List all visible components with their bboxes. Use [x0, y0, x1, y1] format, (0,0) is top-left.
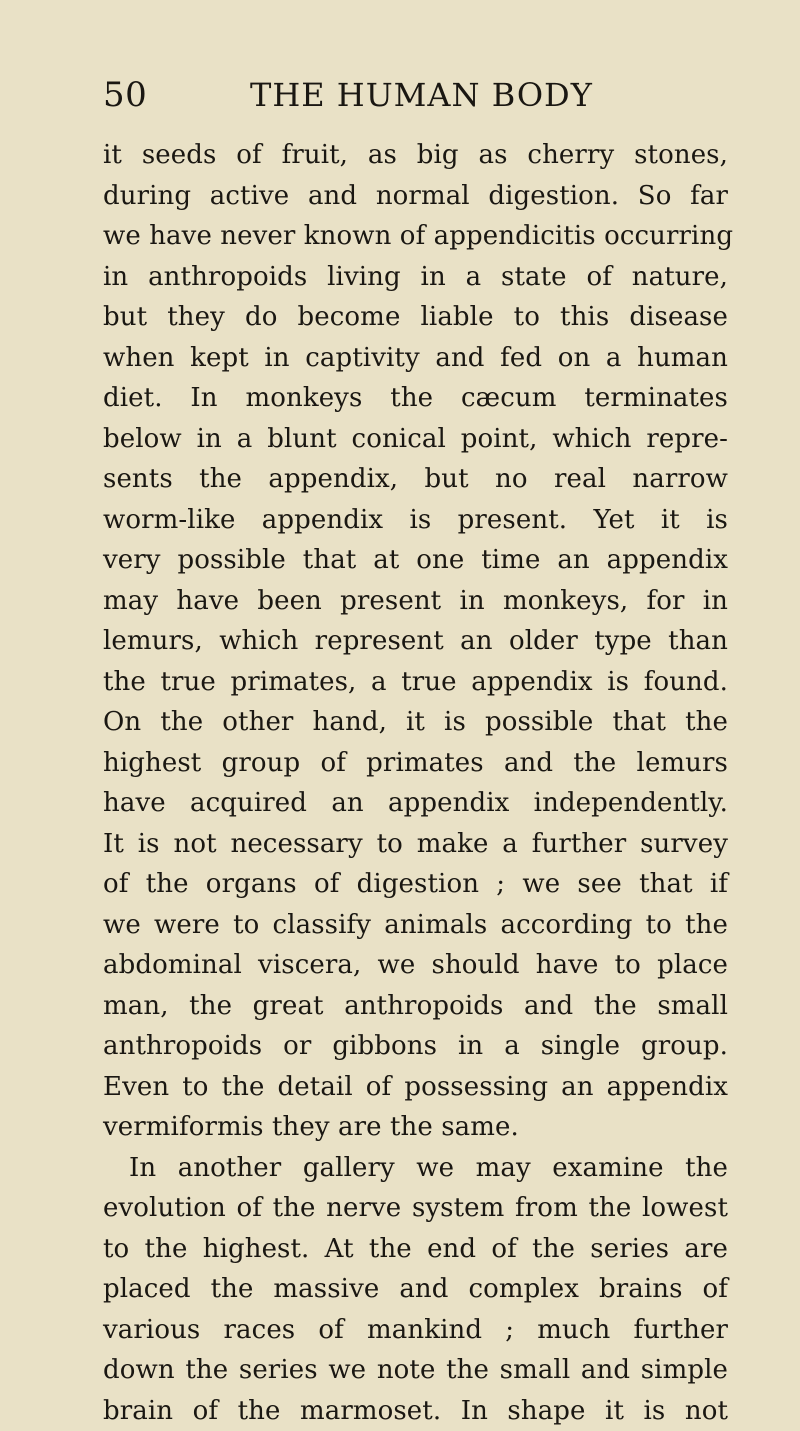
text-line: the true primates, a true appendix is found.	[103, 662, 728, 703]
text-line: in anthropoids living in a state of nature,	[103, 257, 728, 298]
text-line: highest group of primates and the lemurs	[103, 743, 728, 784]
text-line: Even to the detail of possessing an appendix	[103, 1067, 728, 1108]
text-line: anthropoids or gibbons in a single group.	[103, 1026, 728, 1067]
page-number: 50	[103, 70, 147, 120]
text-line: when kept in captivity and fed on a human	[103, 338, 728, 379]
text-line: placed the massive and complex brains of	[103, 1269, 728, 1310]
text-line: very possible that at one time an appendix	[103, 540, 728, 581]
text-line: have acquired an appendix independently.	[103, 783, 728, 824]
text-line: but they do become liable to this disease	[103, 297, 728, 338]
text-line: various races of mankind ; much further	[103, 1310, 728, 1351]
text-line: sents the appendix, but no real narrow	[103, 459, 728, 500]
text-line: abdominal viscera, we should have to place	[103, 945, 728, 986]
text-line: below in a blunt conical point, which repre-	[103, 419, 728, 460]
text-line: it seeds of fruit, as big as cherry stones,	[103, 135, 728, 176]
text-line: lemurs, which represent an older type than	[103, 621, 728, 662]
page-header	[0, 70, 800, 120]
paragraph-start-line: In another gallery we may examine the	[103, 1148, 728, 1189]
text-line: man, the great anthropoids and the small	[103, 986, 728, 1027]
text-line: It is not necessary to make a further survey	[103, 824, 728, 865]
text-line: down the series we note the small and simple	[103, 1350, 728, 1391]
text-line: during active and normal digestion. So far	[103, 176, 728, 217]
text-line: we have never known of appendicitis occurring	[103, 216, 728, 257]
text-line: we were to classify animals according to the	[103, 905, 728, 946]
text-line: evolution of the nerve system from the lowest	[103, 1188, 728, 1229]
text-line: of the organs of digestion ; we see that if	[103, 864, 728, 905]
text-line: brain of the marmoset. In shape it is not	[103, 1391, 728, 1431]
text-line: to the highest. At the end of the series are	[103, 1229, 728, 1270]
body-text	[103, 135, 728, 1431]
paragraph-end-line: vermiformis they are the same.	[103, 1107, 728, 1148]
text-line: worm-like appendix is present. Yet it is	[103, 500, 728, 541]
text-line: diet. In monkeys the cæcum terminates	[103, 378, 728, 419]
text-line: may have been present in monkeys, for in	[103, 581, 728, 622]
text-line: On the other hand, it is possible that the	[103, 702, 728, 743]
running-head: THE HUMAN BODY	[250, 70, 593, 120]
